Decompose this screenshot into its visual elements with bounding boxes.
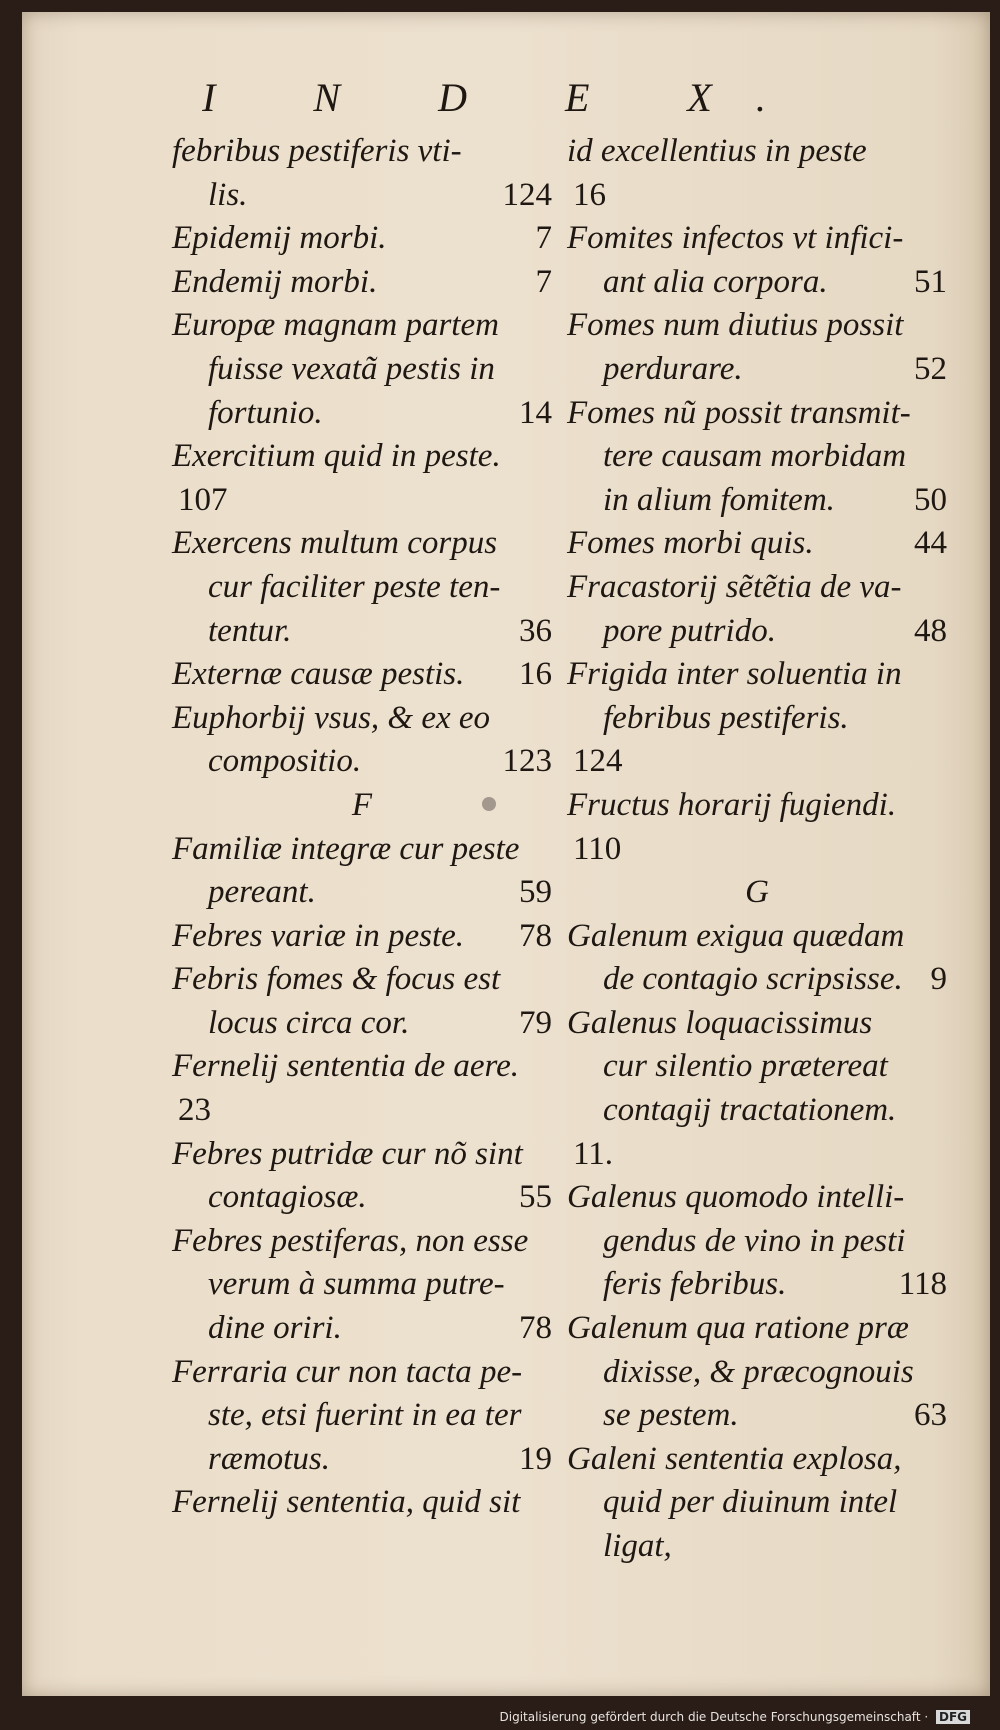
entry-text: Galenus quomodo intelli- bbox=[567, 1179, 905, 1216]
page-number: 51 bbox=[914, 263, 947, 300]
entry-text: Euphorbij vsus, & ex eo bbox=[172, 699, 491, 736]
page-number: 44 bbox=[914, 525, 947, 562]
entry-text: contagiosæ. bbox=[208, 1179, 367, 1216]
page-number: 107 bbox=[178, 481, 228, 518]
entry-text: id excellentius in peste bbox=[567, 133, 867, 169]
index-entry bbox=[172, 435, 552, 522]
page-number: 124 bbox=[573, 743, 623, 780]
page-number: 118 bbox=[898, 1266, 947, 1303]
ink-stain bbox=[482, 797, 496, 811]
index-column-right bbox=[567, 130, 947, 1569]
index-entry bbox=[172, 958, 552, 1045]
entry-text: contagij tractationem. bbox=[603, 1092, 897, 1129]
index-entry bbox=[567, 392, 947, 523]
entry-text: pore putrido. bbox=[603, 612, 776, 649]
entry-text: locus circa cor. bbox=[208, 1004, 410, 1041]
index-entry bbox=[567, 522, 947, 566]
page-header: I N D E X. bbox=[202, 75, 810, 120]
digitization-footer: Digitalisierung gefördert durch die Deutsche Forschungsgemeinschaft · DFG bbox=[500, 1710, 970, 1724]
entry-text: tentur. bbox=[208, 612, 292, 649]
entry-text: Fomes morbi quis. bbox=[567, 525, 814, 562]
entry-text: ligat, bbox=[603, 1528, 672, 1564]
entry-text: quid per diuinum intel bbox=[603, 1484, 898, 1521]
page-number: 19 bbox=[519, 1440, 552, 1477]
entry-text: ræmotus. bbox=[208, 1440, 330, 1477]
page-number: 9 bbox=[930, 961, 947, 998]
page-number: 79 bbox=[519, 1004, 552, 1041]
entry-text: Europæ magnam partem bbox=[172, 307, 499, 344]
entry-text: febribus pestiferis. bbox=[603, 699, 849, 736]
entry-text: Febres pestiferas, non esse bbox=[172, 1222, 529, 1259]
entry-text: tere causam morbidam bbox=[603, 438, 907, 475]
entry-text: ste, etsi fuerint in ea ter bbox=[208, 1397, 522, 1434]
entry-text: verum à summa putre- bbox=[208, 1266, 505, 1303]
index-entry bbox=[567, 915, 947, 1002]
index-entry bbox=[567, 566, 947, 653]
index-entry bbox=[172, 1351, 552, 1482]
entry-text: compositio. bbox=[208, 743, 362, 780]
entry-text: Epidemij morbi. bbox=[172, 220, 387, 257]
index-entry bbox=[172, 653, 552, 697]
section-letter: F bbox=[351, 786, 373, 823]
index-entry bbox=[567, 653, 947, 784]
index-entry bbox=[567, 1307, 947, 1438]
index-entry bbox=[567, 217, 947, 304]
entry-text: dine oriri. bbox=[208, 1310, 342, 1347]
index-entry bbox=[172, 1133, 552, 1220]
dfg-badge: DFG bbox=[936, 1710, 970, 1724]
entry-text: Galenum exigua quædam bbox=[567, 917, 905, 954]
entry-text: pereant. bbox=[208, 874, 316, 911]
index-entry bbox=[172, 304, 552, 435]
index-entry bbox=[172, 828, 552, 915]
entry-text: Endemij morbi. bbox=[172, 263, 378, 300]
entry-text: Externæ causæ pestis. bbox=[172, 656, 465, 693]
page-number: 7 bbox=[535, 263, 552, 300]
page-number: 7 bbox=[535, 220, 552, 257]
entry-text: ant alia corpora. bbox=[603, 263, 828, 300]
footer-text: Digitalisierung gefördert durch die Deutsche Forschungsgemeinschaft bbox=[499, 1710, 921, 1724]
entry-text: febribus pestiferis vti- bbox=[172, 133, 462, 169]
entry-text: Galeni sententia explosa, bbox=[567, 1440, 902, 1477]
entry-text: Febres variæ in peste. bbox=[172, 917, 465, 954]
page-number: 23 bbox=[178, 1092, 211, 1129]
index-entry bbox=[172, 1220, 552, 1351]
page-number: 16 bbox=[573, 176, 606, 213]
page-number: 52 bbox=[914, 350, 947, 387]
page-number: 78 bbox=[519, 917, 552, 954]
entry-text: fortunio. bbox=[208, 394, 323, 431]
entry-text: Exercens multum corpus bbox=[172, 525, 498, 562]
index-entry bbox=[567, 784, 947, 871]
entry-text: Frigida inter soluentia in bbox=[567, 656, 902, 693]
index-entry bbox=[172, 522, 552, 653]
entry-text: Fracastorij sẽtẽtia de va- bbox=[567, 568, 902, 605]
page-number: 123 bbox=[502, 743, 552, 780]
entry-text: Exercitium quid in peste. bbox=[172, 438, 501, 475]
entry-text: Fernelij sententia, quid sit bbox=[172, 1484, 521, 1521]
index-entry bbox=[567, 1176, 947, 1307]
page-number: 55 bbox=[519, 1179, 552, 1216]
entry-text: Fernelij sententia de aere. bbox=[172, 1048, 519, 1085]
entry-text: Fomites infectos vt infici- bbox=[567, 220, 904, 257]
entry-text: de contagio scripsisse. bbox=[603, 961, 903, 998]
entry-text: Ferraria cur non tacta pe- bbox=[172, 1353, 523, 1390]
entry-text: Familiæ integræ cur peste bbox=[172, 830, 520, 867]
page-number: 124 bbox=[502, 176, 552, 213]
page-number: 78 bbox=[519, 1310, 552, 1347]
entry-text: lis. bbox=[208, 176, 248, 213]
entry-text: feris febribus. bbox=[603, 1266, 787, 1303]
index-entry bbox=[172, 261, 552, 305]
page-number: 11. bbox=[573, 1135, 614, 1172]
entry-text: Galenus loquacissimus bbox=[567, 1004, 873, 1041]
entry-text: Fomes num diutius possit bbox=[567, 307, 904, 344]
index-entry bbox=[172, 217, 552, 261]
entry-text: Fomes nũ possit transmit- bbox=[567, 394, 911, 431]
entry-text: Febris fomes & focus est bbox=[172, 961, 501, 998]
index-entry bbox=[172, 1481, 552, 1525]
entry-text: se pestem. bbox=[603, 1397, 739, 1434]
entry-text: perdurare. bbox=[603, 350, 743, 387]
index-column-left bbox=[172, 130, 552, 1525]
index-entry bbox=[567, 304, 947, 391]
page-number: 36 bbox=[519, 612, 552, 649]
page-number: 48 bbox=[914, 612, 947, 649]
entry-text: in alium fomitem. bbox=[603, 481, 835, 518]
entry-text: Galenum qua ratione præ bbox=[567, 1310, 909, 1347]
entry-text: cur faciliter peste ten- bbox=[208, 568, 501, 605]
entry-text: gendus de vino in pesti bbox=[603, 1222, 906, 1259]
index-entry bbox=[172, 697, 552, 784]
page-number: 59 bbox=[519, 874, 552, 911]
section-letter: G bbox=[745, 874, 769, 911]
page-number: 63 bbox=[914, 1397, 947, 1434]
index-entry bbox=[567, 130, 947, 217]
index-entry bbox=[172, 130, 552, 217]
book-page bbox=[22, 12, 990, 1696]
page-number: 14 bbox=[519, 394, 552, 431]
entry-text: cur silentio prætereat bbox=[603, 1048, 888, 1085]
page-number: 50 bbox=[914, 481, 947, 518]
entry-text: Febres putridæ cur nõ sint bbox=[172, 1135, 523, 1172]
entry-text: fuisse vexatã pestis in bbox=[208, 350, 495, 387]
index-entry bbox=[172, 1045, 552, 1132]
entry-text: Fructus horarij fugiendi. bbox=[567, 786, 897, 823]
page-number: 110 bbox=[573, 830, 622, 867]
index-entry bbox=[567, 1002, 947, 1176]
page-number: 16 bbox=[519, 656, 552, 693]
index-entry bbox=[567, 1438, 947, 1569]
index-entry bbox=[172, 915, 552, 959]
entry-text: dixisse, & præcognouis bbox=[603, 1353, 914, 1390]
